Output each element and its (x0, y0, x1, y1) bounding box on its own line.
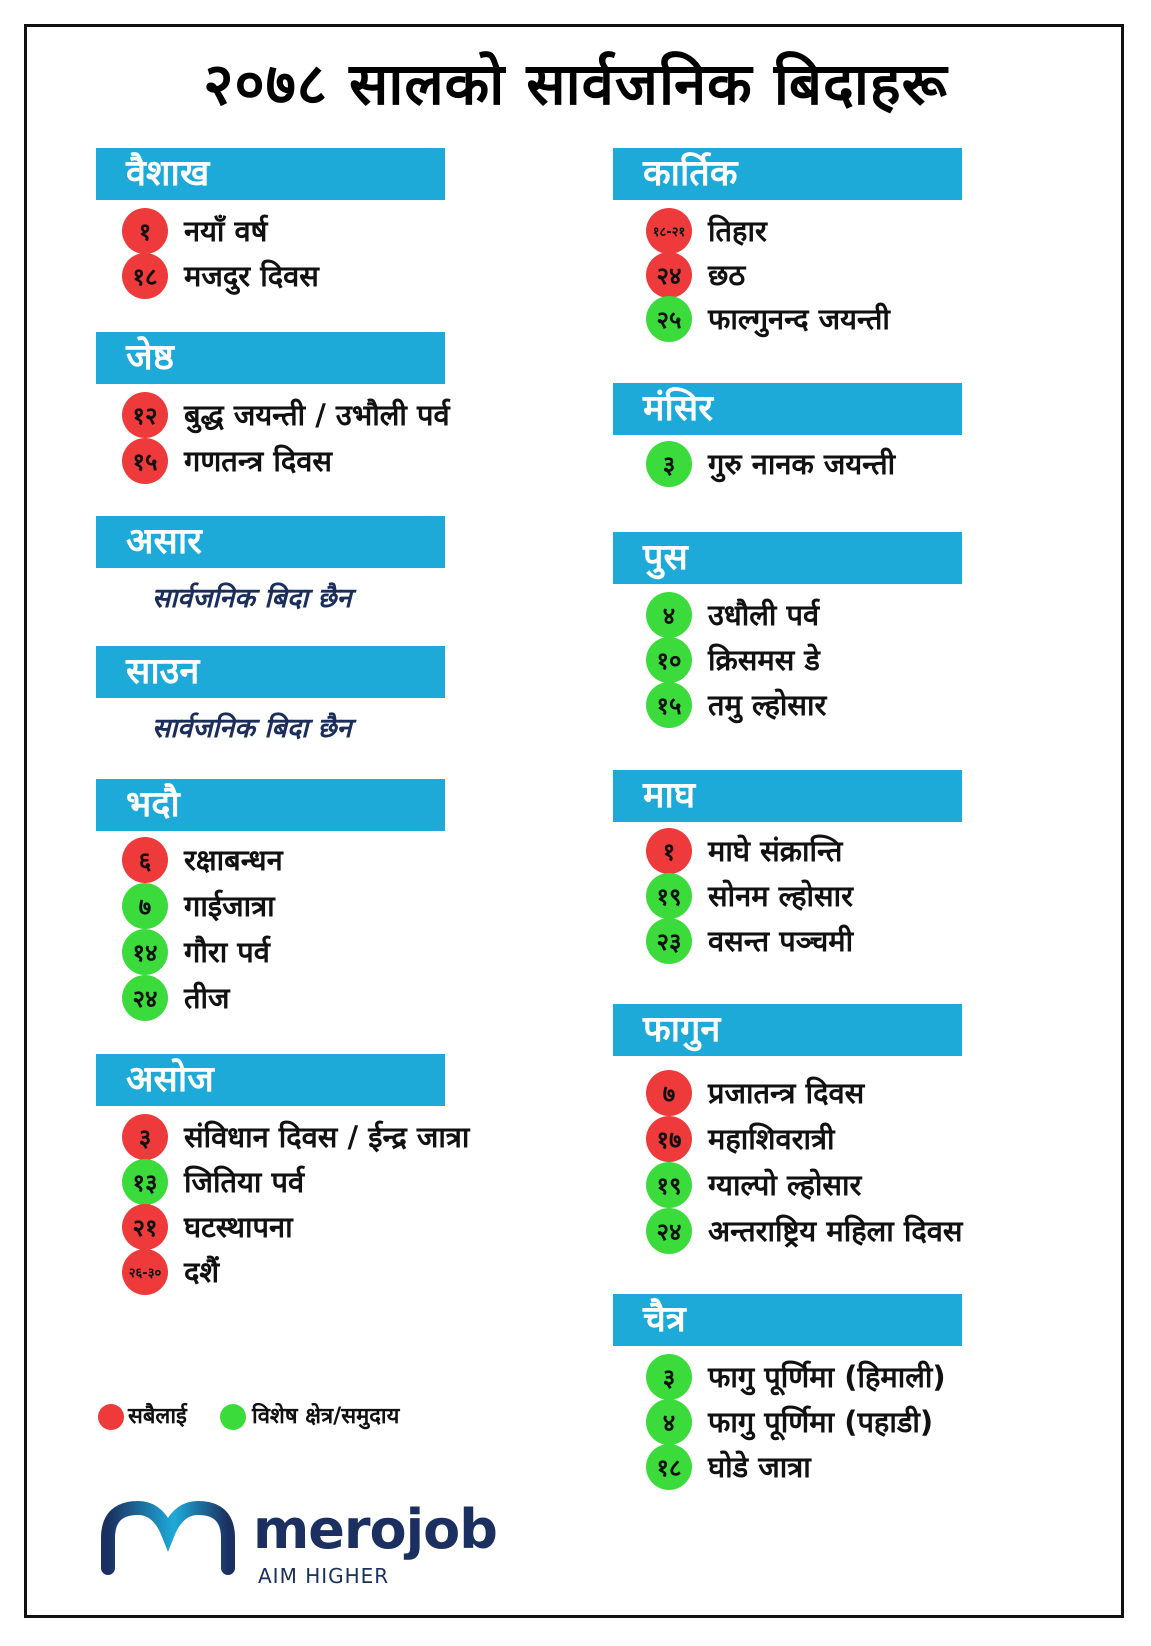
brand-tagline: AIM HIGHER (258, 1564, 390, 1588)
holiday-name: माघे संक्रान्ति (708, 834, 843, 868)
holiday-name: फागु पूर्णिमा (हिमाली) (708, 1360, 946, 1394)
holiday-name: घटस्थापना (184, 1210, 293, 1244)
month-header (613, 532, 962, 584)
legend-special-label: विशेष क्षेत्र/समुदाय (252, 1404, 400, 1429)
day-badge: ६ (122, 837, 168, 883)
holiday-name: रक्षाबन्धन (184, 843, 283, 877)
day-badge: ४ (646, 592, 692, 638)
legend-special-dot (220, 1404, 246, 1430)
holiday-name: वसन्त पञ्चमी (708, 924, 854, 958)
month-name: मंसिर (643, 388, 713, 429)
month-header (613, 770, 962, 822)
holiday-name: ग्याल्पो ल्होसार (708, 1168, 862, 1202)
merojob-logo (98, 1498, 498, 1598)
day-badge: १९ (646, 1162, 692, 1208)
day-badge: १ (646, 828, 692, 874)
holiday-name: गुरु नानक जयन्ती (708, 447, 896, 481)
holiday-name: गणतन्त्र दिवस (184, 444, 332, 478)
day-badge: २४ (122, 975, 168, 1021)
month-header (96, 1054, 445, 1106)
month-header (96, 779, 445, 831)
day-badge: ३ (646, 441, 692, 487)
day-badge: २४ (646, 252, 692, 298)
day-badge: १३ (122, 1159, 168, 1205)
day-badge: १८-२१ (646, 208, 692, 254)
month-header (613, 1004, 962, 1056)
holiday-name: फागु पूर्णिमा (पहाडी) (708, 1405, 934, 1439)
day-badge: १७ (646, 1116, 692, 1162)
day-badge: ७ (122, 883, 168, 929)
day-badge: २१ (122, 1204, 168, 1250)
month-name: पुस (643, 537, 688, 578)
month-header (613, 383, 962, 435)
day-badge: १४ (122, 929, 168, 975)
month-header (613, 1294, 962, 1346)
day-badge: १० (646, 637, 692, 683)
month-name: माघ (643, 775, 696, 816)
month-header (96, 148, 445, 200)
day-badge: १८ (122, 253, 168, 299)
day-badge: ३ (122, 1114, 168, 1160)
legend-all-label: सबैलाई (128, 1404, 187, 1429)
month-name: असार (126, 521, 202, 562)
day-badge: १२ (122, 392, 168, 438)
page-title: २०७८ सालको सार्वजनिक बिदाहरू (203, 50, 948, 118)
no-holiday-note: सार्वजनिक बिदा छैन (152, 713, 352, 744)
merojob-logo-icon (98, 1498, 238, 1578)
holiday-name: संविधान दिवस / ईन्द्र जात्रा (184, 1120, 470, 1154)
holiday-name: छठ (708, 258, 746, 292)
day-badge: ७ (646, 1070, 692, 1116)
legend-all-dot (98, 1404, 124, 1430)
holiday-name: जितिया पर्व (184, 1165, 305, 1199)
month-name: चैत्र (643, 1299, 686, 1340)
holiday-name: तिहार (708, 214, 767, 248)
day-badge: १५ (646, 682, 692, 728)
day-badge: ३ (646, 1354, 692, 1400)
holiday-name: दशैं (184, 1255, 220, 1289)
holiday-name: घोडे जात्रा (708, 1450, 811, 1484)
month-name: वैशाख (126, 153, 210, 194)
month-header (613, 148, 962, 200)
day-badge: १५ (122, 438, 168, 484)
holiday-name: फाल्गुनन्द जयन्ती (708, 302, 890, 336)
holiday-name: तमु ल्होसार (708, 688, 827, 722)
day-badge: २३ (646, 918, 692, 964)
holiday-name: तीज (184, 981, 230, 1015)
holiday-name: गौरा पर्व (184, 935, 270, 969)
day-badge: १ (122, 208, 168, 254)
holiday-name: बुद्ध जयन्ती / उभौली पर्व (184, 398, 450, 432)
month-name: भदौ (126, 784, 180, 825)
month-name: फागुन (643, 1009, 721, 1050)
day-badge: १९ (646, 873, 692, 919)
month-header (96, 516, 445, 568)
brand-name: merojob (253, 1498, 497, 1561)
day-badge: १८ (646, 1444, 692, 1490)
holiday-name: उधौली पर्व (708, 598, 820, 632)
month-name: साउन (126, 651, 200, 692)
no-holiday-note: सार्वजनिक बिदा छैन (152, 583, 352, 614)
holiday-name: सोनम ल्होसार (708, 879, 854, 913)
month-name: कार्तिक (643, 153, 738, 194)
month-header (96, 332, 445, 384)
day-badge: २६-३० (122, 1249, 168, 1295)
holiday-name: नयाँ वर्ष (184, 214, 268, 248)
holiday-name: महाशिवरात्री (708, 1122, 835, 1156)
day-badge: २५ (646, 296, 692, 342)
holiday-name: क्रिसमस डे (708, 643, 820, 677)
holiday-name: प्रजातन्त्र दिवस (708, 1076, 865, 1110)
month-header (96, 646, 445, 698)
holiday-name: मजदुर दिवस (184, 259, 319, 293)
month-name: असोज (126, 1059, 214, 1100)
holiday-name: गाईजात्रा (184, 889, 275, 923)
day-badge: २४ (646, 1208, 692, 1254)
day-badge: ४ (646, 1399, 692, 1445)
month-name: जेष्ठ (126, 337, 174, 378)
holiday-name: अन्तराष्ट्रिय महिला दिवस (708, 1214, 963, 1248)
